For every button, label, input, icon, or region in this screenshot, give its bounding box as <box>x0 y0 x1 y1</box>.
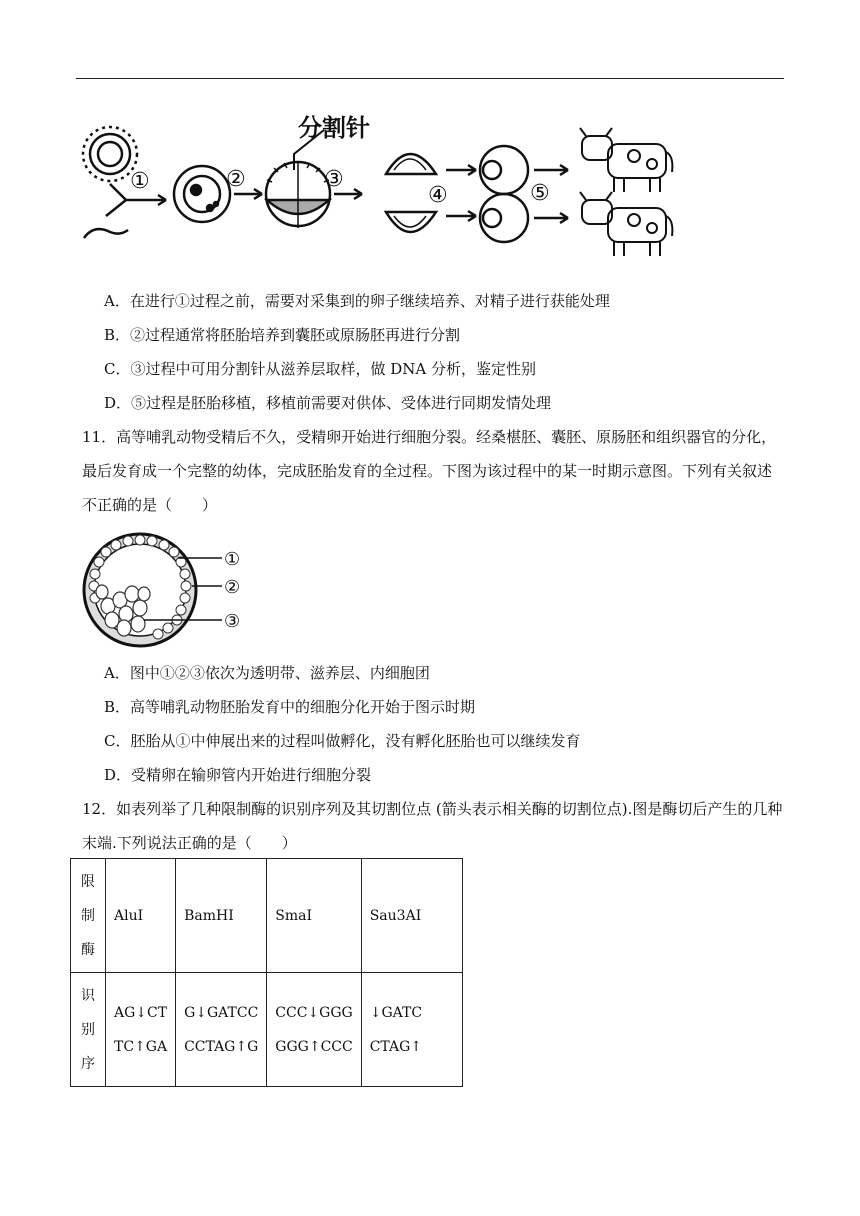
q12-stem-line2: 末端.下列说法正确的是（ ） <box>82 834 297 852</box>
label-1: ① <box>224 549 241 570</box>
q10-option-c: C．③过程中可用分割针从滋养层取样，做 DNA 分析，鉴定性别 <box>104 360 536 378</box>
label-2: ② <box>224 577 241 598</box>
blastocyst-figure <box>82 528 252 654</box>
header-cell-sequence: 识 别 序 <box>71 973 106 1087</box>
q11-option-b: B．高等哺乳动物胚胎发育中的细胞分化开始于图示时期 <box>104 698 476 716</box>
label-3: ③ <box>224 611 241 632</box>
half-embryo-top <box>386 154 436 174</box>
q12-stem-line1: 12．如表列举了几种限制酶的识别序列及其切割位点 (箭头表示相关酶的切割位点).图是酶切后产生的几种 <box>82 800 783 818</box>
enzyme-header-row <box>71 859 463 973</box>
seq-alui: AG↓CT TC↑GA <box>106 973 176 1087</box>
seq-bamhi: G↓GATCC CCTAG↑G <box>176 973 267 1087</box>
sperm-drawing <box>84 229 128 238</box>
q11-stem-line2: 最后发育成一个完整的幼体，完成胚胎发育的全过程。下图为该过程中的某一时期示意图。下列有关叙述 <box>82 462 773 480</box>
q11-stem-line3: 不正确的是（ ） <box>82 496 218 514</box>
q10-option-a: A．在进行①过程之前，需要对采集到的卵子继续培养、对精子进行获能处理 <box>104 292 610 310</box>
seq-sau3ai: ↓GATC CTAG↑ <box>361 973 462 1087</box>
step-5-label: ⑤ <box>530 181 550 206</box>
q11-stem-line1: 11．高等哺乳动物受精后不久，受精卵开始进行细胞分裂。经桑椹胚、囊胚、原肠胚和组织器官的分化， <box>82 428 777 446</box>
embryo-splitting-figure <box>74 108 684 268</box>
enzyme-bamhi: BamHI <box>176 859 267 973</box>
embryo-bottom <box>480 194 528 242</box>
step-4-label: ④ <box>428 183 448 208</box>
oocyte-drawing <box>90 134 130 174</box>
q10-option-d: D．⑤过程是胚胎移植，移植前需要对供体、受体进行同期发情处理 <box>104 394 552 412</box>
q11-option-a: A．图中①②③依次为透明带、滋养层、内细胞团 <box>104 664 430 682</box>
header-cell-enzyme: 限 制 酶 <box>71 859 106 973</box>
q11-option-d: D．受精卵在输卵管内开始进行细胞分裂 <box>104 766 372 784</box>
sequence-row <box>71 973 463 1087</box>
cow-top-drawing <box>580 128 672 192</box>
enzyme-alui: AluI <box>106 859 176 973</box>
step-3-label: ③ <box>324 167 344 192</box>
q11-option-c: C．胚胎从①中伸展出来的过程叫做孵化，没有孵化胚胎也可以继续发育 <box>104 732 581 750</box>
seq-smai: CCC↓GGG GGG↑CCC <box>267 973 361 1087</box>
enzyme-table <box>70 858 463 1087</box>
cow-bottom-drawing <box>580 192 672 256</box>
header-rule <box>76 78 784 79</box>
half-embryo-bottom <box>386 212 436 232</box>
step-2-label: ② <box>226 167 246 192</box>
zygote-drawing <box>174 166 230 222</box>
enzyme-smai: SmaI <box>267 859 361 973</box>
q10-option-b: B．②过程通常将胚胎培养到囊胚或原肠胚再进行分割 <box>104 326 461 344</box>
embryo-top <box>480 146 528 194</box>
needle-label: 分割针 <box>298 114 370 142</box>
step-1-label: ① <box>130 169 150 194</box>
enzyme-sau3ai: Sau3AI <box>361 859 462 973</box>
